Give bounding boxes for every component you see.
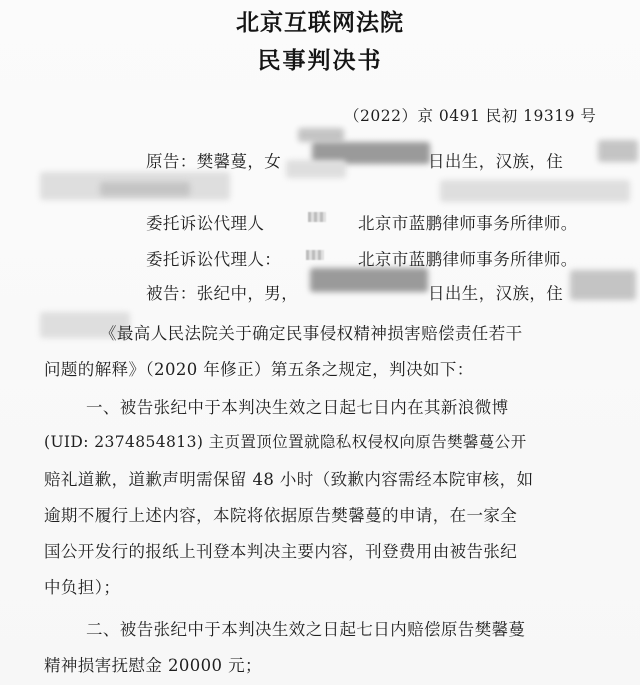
ruling-item-1-line-1: 一、被告张纪中于本判决生效之日起七日内在其新浪微博 (86, 398, 509, 417)
ruling-item-1-line-5: 国公开发行的报纸上刊登本判决主要内容，刊登费用由被告张纪 (44, 542, 518, 561)
redaction-blur (310, 268, 428, 292)
document-type-title: 民事判决书 (257, 47, 383, 74)
defendant-line: 被告：张纪中，男， (146, 284, 299, 303)
ruling-item-1-line-4: 逾期不履行上述内容，本院将依据原告樊馨蔓的申请，在一家全 (44, 506, 518, 525)
redaction-blur (570, 270, 636, 300)
redaction-blur (598, 140, 638, 162)
ruling-item-2-line-2: 精神损害抚慰金 20000 元； (44, 656, 262, 675)
agent-1-org: 北京市蓝鹏律师事务所律师。 (358, 214, 578, 233)
redaction-blur (100, 182, 190, 196)
agent-2-org: 北京市蓝鹏律师事务所律师。 (358, 250, 578, 269)
redaction-blur (286, 160, 346, 178)
plaintiff-line-tail: 日出生，汉族，住 (428, 152, 564, 171)
redaction-pixelation (308, 212, 326, 222)
redaction-pixelation (306, 250, 324, 260)
ruling-item-1-line-6: 中负担）； (44, 578, 121, 597)
ruling-item-1-line-3: 赔礼道歉，道歉声明需保留 48 小时（致歉内容需经本院审核，如 (44, 470, 534, 489)
law-basis-line-1: 《最高人民法院关于确定民事侵权精神损害赔偿责任若干 (100, 324, 523, 343)
agent-2-label: 委托诉讼代理人： (146, 250, 282, 269)
court-name: 北京互联网法院 (236, 9, 404, 36)
redaction-blur (298, 128, 344, 142)
defendant-line-tail: 日出生，汉族，住 (428, 284, 564, 303)
ruling-item-2-line-1: 二、被告张纪中于本判决生效之日起七日内赔偿原告樊馨蔓 (86, 620, 526, 639)
plaintiff-line: 原告：樊馨蔓，女 (146, 152, 282, 171)
ruling-item-1-line-2: (UID: 2374854813) 主页置顶位置就隐私权侵权向原告樊馨蔓公开 (44, 433, 527, 451)
case-number: （2022）京 0491 民初 19319 号 (344, 107, 597, 125)
agent-1-label: 委托诉讼代理人 (146, 214, 265, 233)
law-basis-line-2: 问题的解释》（2020 年修正）第五条之规定，判决如下： (44, 360, 474, 379)
redaction-blur (440, 180, 630, 202)
